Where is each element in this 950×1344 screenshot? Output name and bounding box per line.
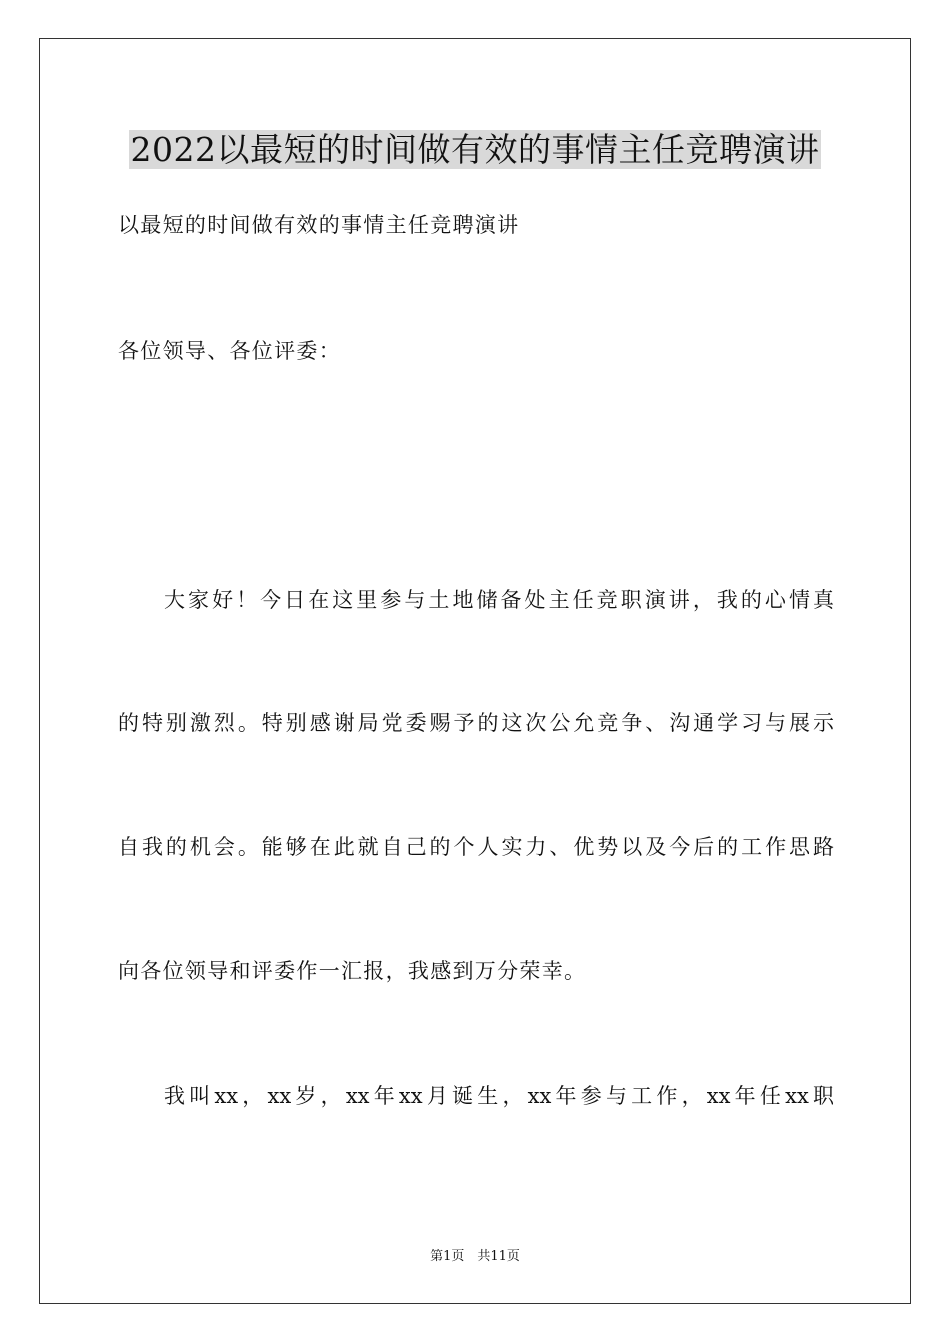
document-title-text: 2022以最短的时间做有效的事情主任竞聘演讲 bbox=[130, 130, 820, 169]
paragraph-1-line-1: 大家好！今日在这里参与土地储备处主任竞职演讲，我的心情真 bbox=[164, 588, 834, 612]
paragraph-2-line-1: 我叫xx，xx岁，xx年xx月诞生，xx年参与工作，xx年任xx职 bbox=[164, 1084, 834, 1108]
paragraph-1-line-3: 自我的机会。能够在此就自己的个人实力、优势以及今后的工作思路 bbox=[118, 835, 834, 859]
page-number-footer: 第1页 共11页 bbox=[430, 1249, 520, 1264]
document-subtitle: 以最短的时间做有效的事情主任竞聘演讲 bbox=[118, 213, 520, 237]
document-title bbox=[0, 128, 950, 172]
salutation: 各位领导、各位评委： bbox=[118, 339, 341, 363]
paragraph-1-line-4: 向各位领导和评委作一汇报，我感到万分荣幸。 bbox=[118, 959, 587, 983]
paragraph-1-line-2: 的特别激烈。特别感谢局党委赐予的这次公允竞争、沟通学习与展示 bbox=[118, 711, 834, 735]
